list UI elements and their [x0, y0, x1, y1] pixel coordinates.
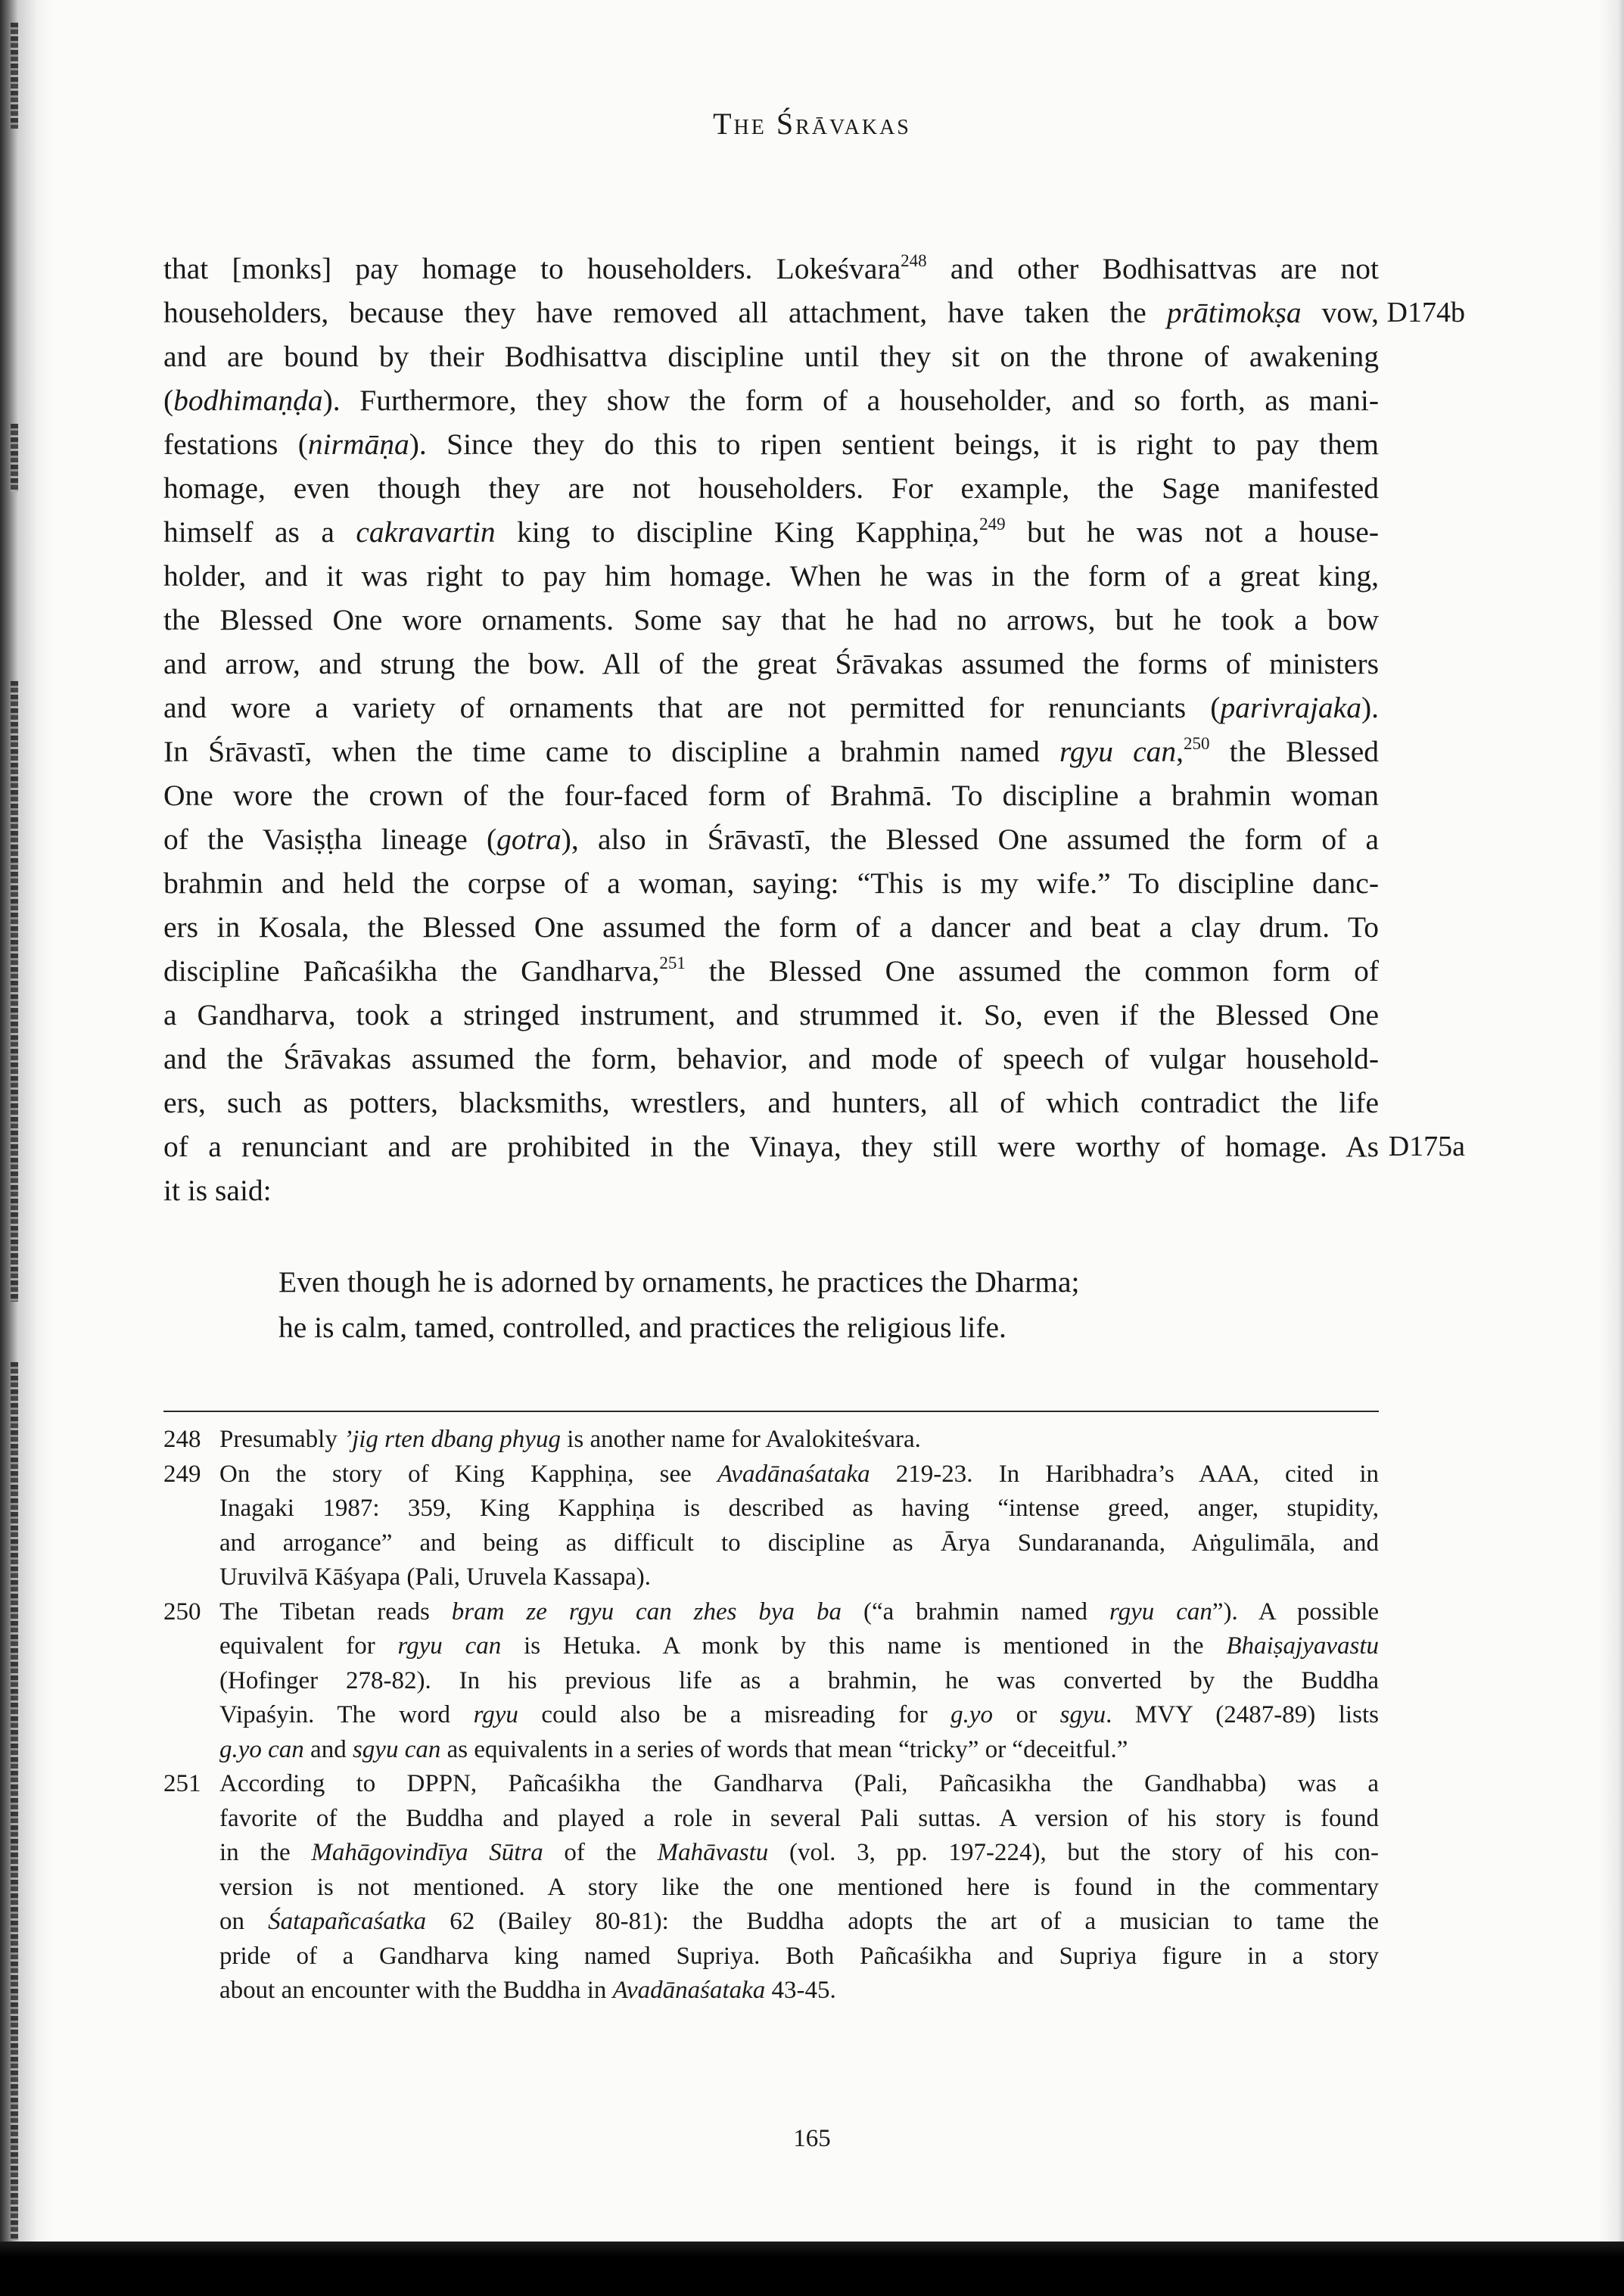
body-line: it is said: [163, 1174, 272, 1207]
footnote-line: on Śatapañcaśatka 62 (Bailey 80-81): the Buddha adopts the art of a musician to tame the [219, 1908, 1379, 1935]
body-line: and arrow, and strung the bow. All of the great Śrāvakas assumed the forms of ministers [163, 647, 1379, 680]
footnote-line: about an encounter with the Buddha in Avadānaśataka 43-45. [219, 1977, 836, 2004]
body-line: and wore a variety of ornaments that are not permitted for renunciants (parivrajaka). [163, 691, 1379, 724]
footnote-line: in the Mahāgovindīya Sūtra of the Mahāvastu (vol. 3, pp. 197-224), but the story of his con- [219, 1839, 1379, 1866]
body-line: ers in Kosala, the Blessed One assumed the form of a dancer and beat a clay drum. To [163, 910, 1379, 944]
body-line: brahmin and held the corpse of a woman, saying: “This is my wife.” To discipline danc- [163, 866, 1379, 900]
footnote-line: On the story of King Kapphiṇa, see Avadānaśataka 219-23. In Haribhadra’s AAA, cited in [219, 1460, 1379, 1488]
footnote [163, 1423, 1379, 1458]
body-line: a Gandharva, took a stringed instrument, and strummed it. So, even if the Blessed One [163, 998, 1379, 1031]
footnote-line: Uruvilvā Kāśyapa (Pali, Uruvela Kassapa). [219, 1563, 651, 1591]
footnote-line: pride of a Gandharva king named Supriya. Both Pañcaśikha and Supriya figure in a story [219, 1942, 1379, 1970]
footnote-line: Vipaśyin. The word rgyu could also be a misreading for g.yo or sgyu. MVY (2487-89) lists [219, 1701, 1379, 1728]
footnote-ref[interactable]: 251 [659, 954, 686, 972]
body-text [163, 247, 1379, 1212]
body-line: (bodhimaṇḍa). Furthermore, they show the form of a householder, and so forth, as mani- [163, 384, 1379, 417]
margin-folio-ref: D175a [1388, 1131, 1465, 1162]
body-line: the Blessed One wore ornaments. Some say that he had no arrows, but he took a bow [163, 603, 1379, 636]
footnote-ref[interactable]: 250 [1184, 734, 1210, 753]
binding-streak [11, 681, 18, 1302]
footnote-number: 248 [163, 1426, 201, 1453]
body-line: and the Śrāvakas assumed the form, behavior, and mode of speech of vulgar household- [163, 1042, 1379, 1075]
binding-streak [11, 1362, 18, 2240]
footnote-rule [163, 1411, 1379, 1412]
page-number: 165 [793, 2125, 831, 2152]
body-line: himself as a cakravartin king to discipline King Kapphiṇa,$^{249}$ but he was not a house- [163, 515, 1379, 549]
footnote-ref[interactable]: 248 [901, 251, 927, 270]
footnote-line: Presumably ’jig rten dbang phyug is another name for Avalokiteśvara. [219, 1426, 921, 1453]
body-line: and are bound by their Bodhisattva discipline until they sit on the throne of awakening [163, 340, 1379, 373]
body-line: that [monks] pay homage to householders. Lokeśvara$^{248}$ and other Bodhisattvas are not [163, 251, 1379, 285]
footnote-line: equivalent for rgyu can is Hetuka. A monk by this name is mentioned in the Bhaiṣajyavastu [219, 1632, 1379, 1660]
body-line: of the Vasiṣṭha lineage (gotra), also in Śrāvastī, the Blessed One assumed the form of a [163, 823, 1379, 856]
body-line: In Śrāvastī, when the time came to discipline a brahmin named rgyu can,$^{250}$ the Blessed [163, 734, 1379, 768]
footnote-line: g.yo can and sgyu can as equivalents in a series of words that mean “tricky” or “deceitful.” [219, 1735, 1128, 1763]
body-line: homage, even though they are not householders. For example, the Sage manifested [163, 471, 1379, 505]
body-line: festations (nirmāṇa). Since they do this to ripen sentient beings, it is right to pay them [163, 428, 1379, 461]
verse-line: Even though he is adorned by ornaments, he practices the Dharma; [278, 1265, 1080, 1299]
footnote-line: According to DPPN, Pañcaśikha the Gandharva (Pali, Pañcasikha the Gandhabba) was a [219, 1770, 1379, 1797]
binding-streak [11, 424, 18, 492]
body-line: discipline Pañcaśikha the Gandharva,$^{251}$ the Blessed One assumed the common form of [163, 954, 1379, 988]
body-line: of a renunciant and are prohibited in the Vinaya, they still were worthy of homage. As [163, 1130, 1379, 1163]
body-line: One wore the crown of the four-faced form of Brahmā. To discipline a brahmin woman [163, 779, 1379, 812]
verse-quote [278, 1259, 1079, 1350]
footnote-line: version is not mentioned. A story like the one mentioned here is found in the commentary [219, 1873, 1379, 1901]
footnote-ref[interactable]: 249 [979, 515, 1006, 534]
running-head: The Śrāvakas [713, 107, 911, 141]
footnotes [163, 1423, 1379, 2008]
footnote-line: The Tibetan reads bram ze rgyu can zhes bya ba (“a brahmin named rgyu can”). A possible [219, 1598, 1379, 1626]
footnote-number: 250 [163, 1598, 201, 1626]
footnote [163, 1458, 1379, 1595]
footnote [163, 1767, 1379, 2008]
footnote-line: (Hofinger 278-82). In his previous life as a brahmin, he was converted by the Buddha [219, 1666, 1379, 1694]
binding-shadow [0, 0, 53, 2296]
footnote-line: favorite of the Buddha and played a role in several Pali suttas. A version of his story is found [219, 1804, 1379, 1832]
page-edge [1598, 0, 1624, 2296]
body-line: householders, because they have removed all attachment, have taken the prātimokṣa vow, [163, 296, 1379, 329]
footnote [163, 1595, 1379, 1768]
body-line: holder, and it was right to pay him homage. When he was in the form of a great king, [163, 559, 1379, 593]
scan-border [0, 2242, 1624, 2296]
footnote-number: 251 [163, 1770, 201, 1797]
footnote-number: 249 [163, 1460, 201, 1488]
body-line: ers, such as potters, blacksmiths, wrestlers, and hunters, all of which contradict the life [163, 1086, 1379, 1119]
margin-folio-ref: D174b [1386, 297, 1465, 328]
footnote-line: Inagaki 1987: 359, King Kapphiṇa is described as having “intense greed, anger, stupidity, [219, 1495, 1379, 1522]
footnote-line: and arrogance” and being as difficult to discipline as Ārya Sundarananda, Aṅgulimāla, and [219, 1529, 1379, 1557]
verse-line: he is calm, tamed, controlled, and practices the religious life. [278, 1311, 1006, 1344]
